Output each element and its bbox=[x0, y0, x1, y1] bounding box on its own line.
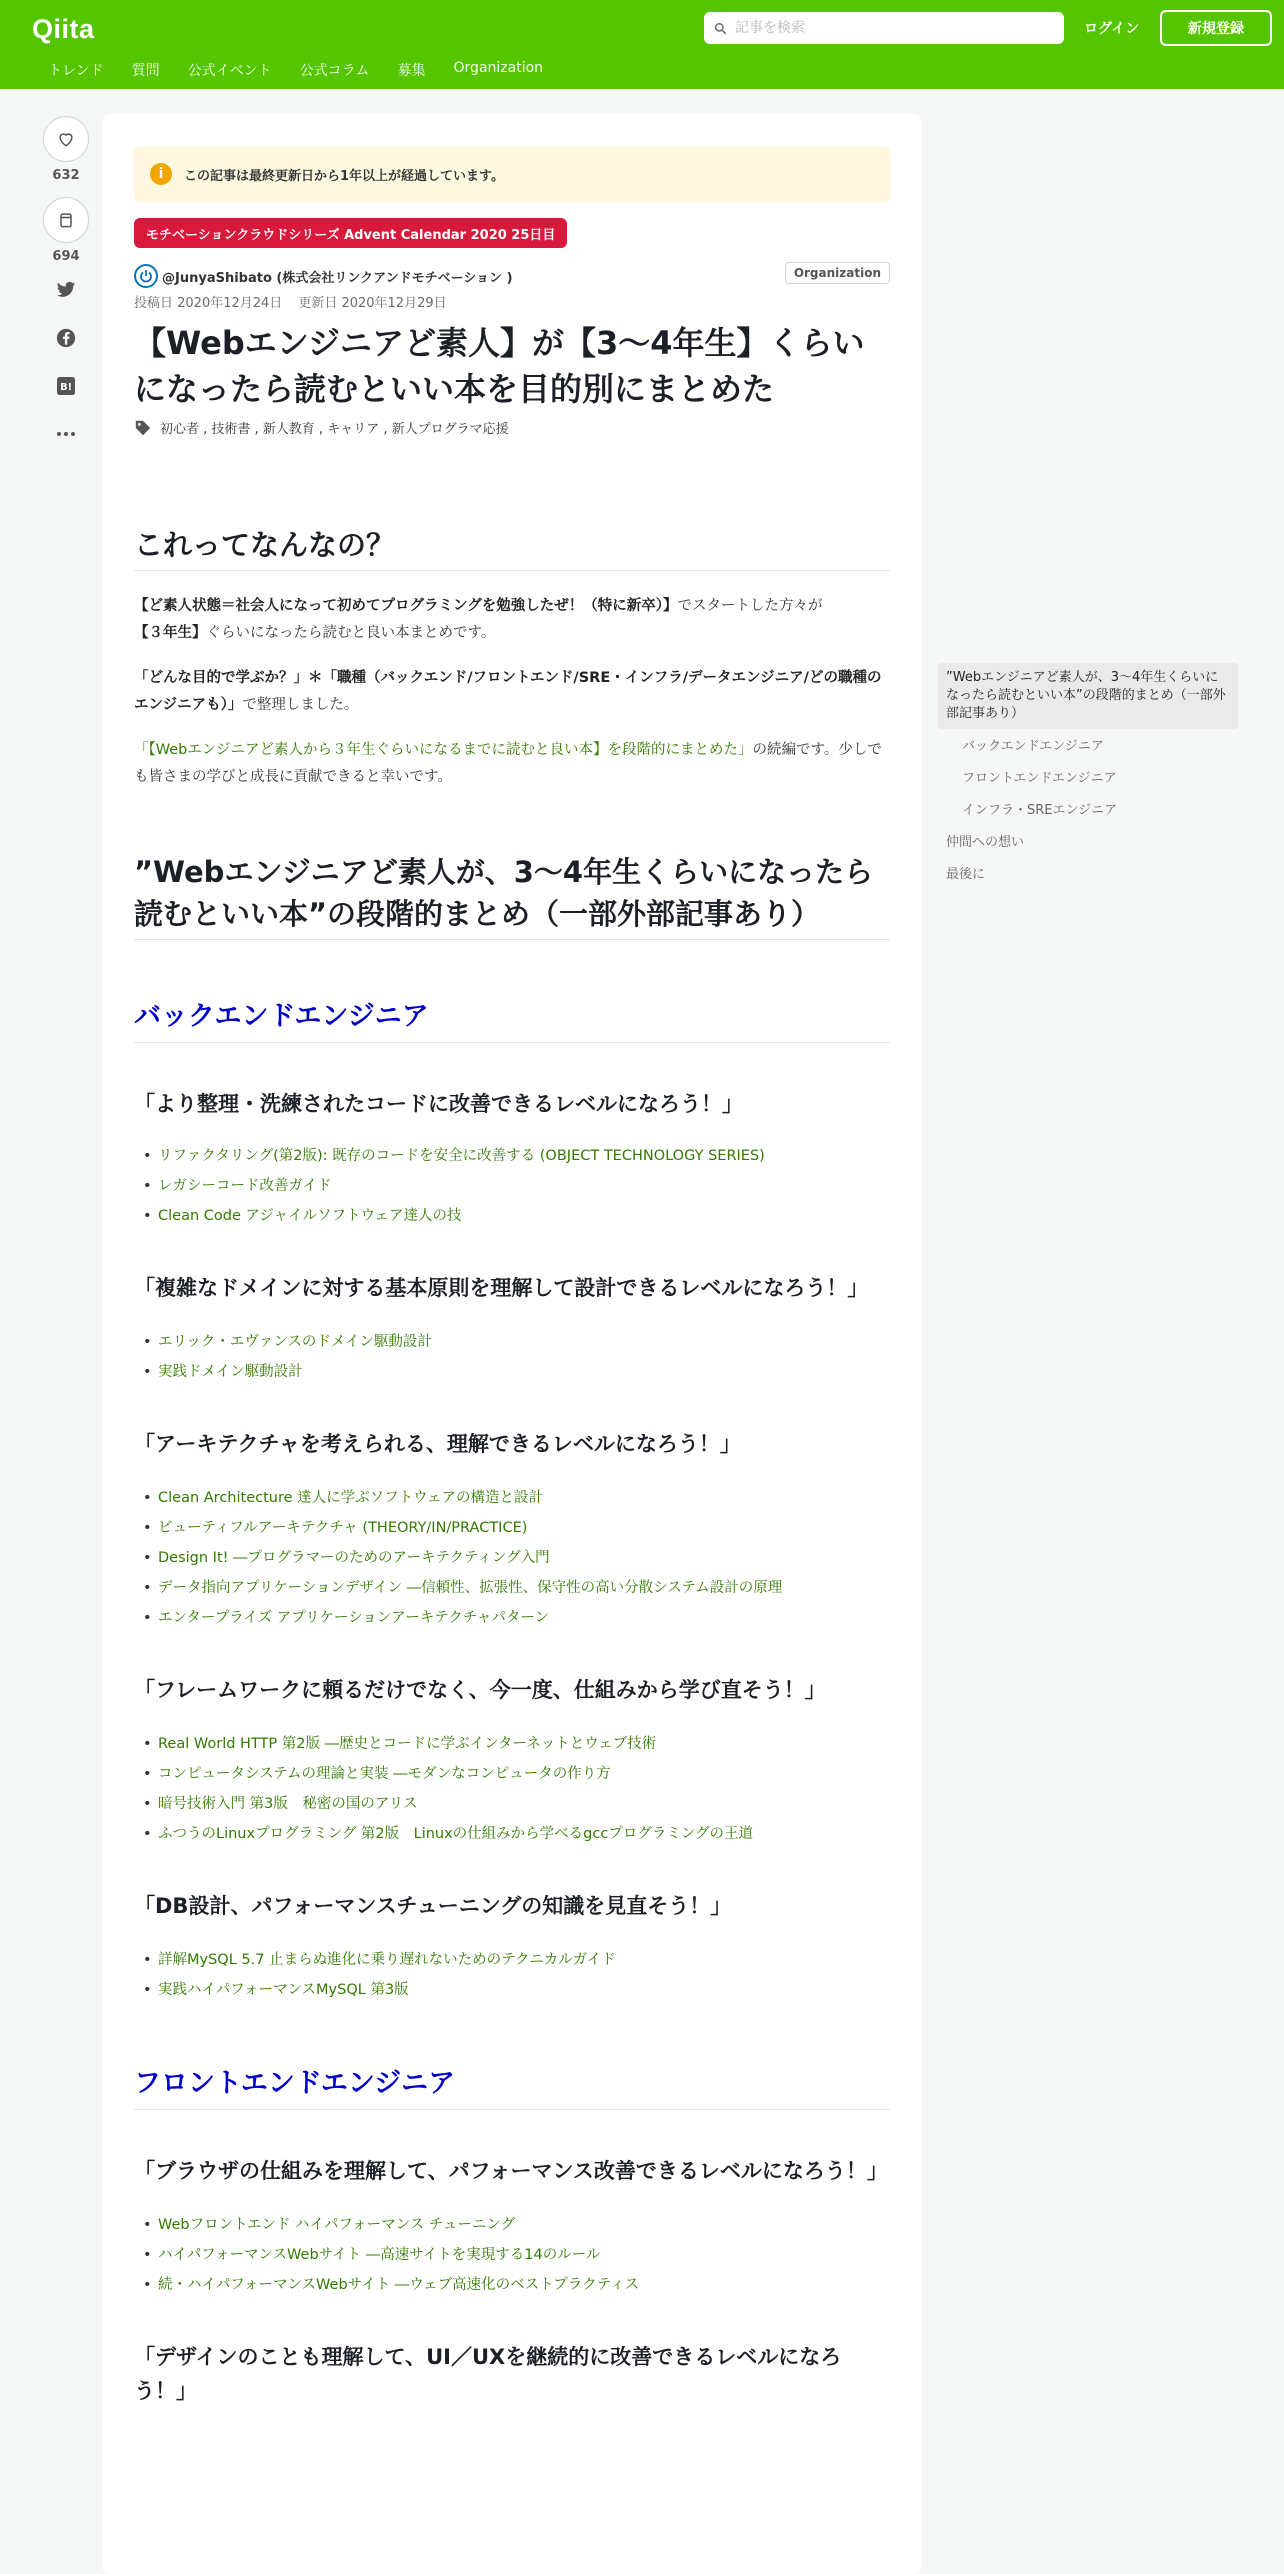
stock-icon bbox=[56, 210, 76, 230]
book-list bbox=[134, 1483, 890, 1633]
tag-list bbox=[134, 418, 509, 437]
book-link[interactable]: • 続・ハイパフォーマンスWebサイト ―ウェブ高速化のベストプラクティス bbox=[158, 2270, 890, 2300]
power-icon bbox=[139, 269, 153, 283]
subheading: 「複雑なドメインに対する基本原則を理解して設計できるレベルになろう！」 bbox=[134, 1276, 869, 1300]
book-link[interactable]: • 詳解MySQL 5.7 止まらぬ進化に乗り遅れないためのテクニカルガイド bbox=[158, 1945, 890, 1975]
book-list bbox=[134, 1327, 890, 1387]
nav-recruit[interactable]: 募集 bbox=[397, 63, 426, 79]
intro-paragraph-2 bbox=[134, 665, 890, 719]
book-link[interactable]: • リファクタリング(第2版): 既存のコードを安全に改善する (OBJECT TECHNOLOGY SERIES) bbox=[158, 1141, 890, 1171]
book-list bbox=[134, 1141, 890, 1231]
article-actions bbox=[42, 116, 90, 470]
bold-text: 【ど素人状態＝社会人になって初めてプログラミングを勉強したぜ！（特に新卒）】 bbox=[134, 598, 678, 614]
subheading: 「ブラウザの仕組みを理解して、パフォーマンス改善できるレベルになろう！」 bbox=[134, 2159, 888, 2183]
global-header bbox=[0, 0, 1284, 89]
search-box[interactable] bbox=[704, 12, 1064, 44]
article-body bbox=[134, 504, 890, 2408]
toc-item-main[interactable]: ”Webエンジニアど素人が、3〜4年生くらいになったら読むといい本”の段階的まとめ（一部外部記事あり） bbox=[938, 663, 1238, 729]
section-heading-frontend: フロントエンドエンジニア bbox=[134, 2063, 890, 2110]
author-line bbox=[134, 262, 890, 290]
stock-count: 694 bbox=[52, 249, 80, 264]
intro-paragraph-1 bbox=[134, 593, 890, 647]
twitter-share-button[interactable] bbox=[54, 278, 78, 302]
like-button[interactable] bbox=[43, 116, 89, 162]
more-dots-icon bbox=[56, 431, 76, 437]
book-link[interactable]: • レガシーコード改善ガイド bbox=[158, 1171, 890, 1201]
subheading: 「DB設計、パフォーマンスチューニングの知識を見直そう！」 bbox=[134, 1894, 732, 1918]
book-link[interactable]: • Clean Code アジャイルソフトウェア達人の技 bbox=[158, 1201, 890, 1231]
subheading: 「フレームワークに頼るだけでなく、今一度、仕組みから学び直そう！」 bbox=[134, 1678, 826, 1702]
subheading: 「アーキテクチャを考えられる、理解できるレベルになろう！」 bbox=[134, 1432, 741, 1456]
updated-date: 更新日 2020年12月29日 bbox=[298, 296, 447, 311]
qiita-logo[interactable]: Qiita bbox=[32, 14, 95, 44]
book-list bbox=[134, 1729, 890, 1849]
toc-item-backend[interactable]: バックエンドエンジニア bbox=[962, 739, 1104, 754]
subheading: 「デザインのことも理解して、UI／UXを継続的に改善できるレベルになろう！」 bbox=[134, 2345, 842, 2403]
tags-text[interactable]: 初心者 , 技術書 , 新人教育 , キャリア , 新人プログラマ応援 bbox=[160, 422, 509, 437]
book-link[interactable]: • ふつうのLinuxプログラミング 第2版 Linuxの仕組みから学べるgccプログラミングの王道 bbox=[158, 1819, 890, 1849]
facebook-icon bbox=[56, 328, 76, 348]
nav-official-columns[interactable]: 公式コラム bbox=[299, 63, 370, 79]
nav-questions[interactable]: 質問 bbox=[131, 63, 160, 79]
signup-button[interactable]: 新規登録 bbox=[1160, 10, 1272, 46]
previous-article-link[interactable]: 「【Webエンジニアど素人から３年生ぐらいになるまでに読むと良い本】を段階的にまとめた」 bbox=[134, 742, 753, 758]
tag-icon bbox=[134, 419, 152, 437]
bold-text: 「どんな目的で学ぶか？」＊「職種（ bbox=[134, 670, 381, 686]
text: でスタートした方々が bbox=[677, 598, 823, 614]
login-link[interactable]: ログイン bbox=[1084, 21, 1140, 37]
table-of-contents bbox=[938, 663, 1238, 889]
book-link[interactable]: • Design It! ―プログラマーのためのアーキテクティング入門 bbox=[158, 1543, 890, 1573]
nav-official-events[interactable]: 公式イベント bbox=[187, 63, 272, 79]
toc-item-team[interactable]: 仲間への想い bbox=[946, 835, 1025, 850]
text: の続編です。少しでも皆さまの学びと成長に貢献できると幸いです。 bbox=[134, 742, 882, 785]
subheading: 「より整理・洗練されたコードに改善できるレベルになろう！」 bbox=[134, 1092, 743, 1116]
book-list bbox=[134, 1945, 890, 2005]
book-link[interactable]: • コンピュータシステムの理論と実装 ―モダンなコンピュータの作り方 bbox=[158, 1759, 890, 1789]
outdated-notice bbox=[134, 146, 890, 202]
heart-icon bbox=[56, 129, 76, 149]
text: ぐらいになったら読むと良い本まとめです。 bbox=[206, 625, 496, 641]
article-card bbox=[102, 114, 922, 2574]
organization-badge[interactable]: Organization bbox=[785, 262, 890, 284]
hatena-share-button[interactable] bbox=[54, 374, 78, 398]
advent-calendar-badge[interactable]: モチベーションクラウドシリーズ Advent Calendar 2020 25日目 bbox=[134, 218, 567, 248]
nav-organization[interactable]: Organization bbox=[453, 60, 544, 76]
article-title: 【Webエンジニアど素人】が【3〜4年生】くらいになったら読むといい本を目的別にまとめた bbox=[134, 324, 865, 408]
global-nav bbox=[48, 60, 571, 80]
toc-item-frontend[interactable]: フロントエンドエンジニア bbox=[962, 771, 1117, 786]
book-link[interactable]: • 実践ドメイン駆動設計 bbox=[158, 1357, 890, 1387]
job-types-text: バックエンド/フロントエンド/SRE・インフラ/データエンジニア/どの職種のエンジニアも bbox=[134, 670, 882, 713]
info-icon: i bbox=[150, 163, 172, 185]
avatar[interactable] bbox=[134, 264, 158, 288]
book-link[interactable]: • Webフロントエンド ハイパフォーマンス チューニング bbox=[158, 2210, 890, 2240]
book-link[interactable]: • Real World HTTP 第2版 ―歴史とコードに学ぶインターネットとウェブ技術 bbox=[158, 1729, 890, 1759]
search-icon bbox=[714, 22, 727, 35]
like-count: 632 bbox=[52, 168, 80, 183]
section-heading-main: ”Webエンジニアど素人が、3〜4年生くらいになったら読むといい本”の段階的まとめ（一部外部記事あり） bbox=[134, 851, 890, 940]
section-heading-backend: バックエンドエンジニア bbox=[134, 996, 890, 1043]
toc-item-conclusion[interactable]: 最後に bbox=[946, 867, 986, 882]
book-link[interactable]: • エリック・エヴァンスのドメイン駆動設計 bbox=[158, 1327, 890, 1357]
bold-text: 【３年生】 bbox=[134, 625, 207, 641]
book-link[interactable]: • ハイパフォーマンスWebサイト ―高速サイトを実現する14のルール bbox=[158, 2240, 890, 2270]
notice-text: この記事は最終更新日から1年以上が経過しています。 bbox=[184, 168, 505, 184]
posted-date: 投稿日 2020年12月24日 bbox=[134, 296, 283, 311]
stock-button[interactable] bbox=[43, 197, 89, 243]
book-list bbox=[134, 2210, 890, 2300]
search-input[interactable] bbox=[735, 20, 1055, 36]
twitter-icon bbox=[56, 281, 76, 299]
book-link[interactable]: • ビューティフルアーキテクチャ (THEORY/IN/PRACTICE) bbox=[158, 1513, 890, 1543]
bold-text: ）」 bbox=[220, 697, 243, 713]
hatena-bookmark-icon bbox=[57, 377, 75, 395]
book-link[interactable]: • Clean Architecture 達人に学ぶソフトウェアの構造と設計 bbox=[158, 1483, 890, 1513]
author-name[interactable]: @JunyaShibato (株式会社リンクアンドモチベーション ) bbox=[162, 270, 513, 286]
article-dates bbox=[134, 292, 463, 311]
section-heading-intro: これってなんなの？ bbox=[134, 524, 890, 571]
text: で整理しました。 bbox=[242, 697, 359, 713]
toc-item-infra-sre[interactable]: インフラ・SREエンジニア bbox=[962, 803, 1118, 818]
facebook-share-button[interactable] bbox=[54, 326, 78, 350]
nav-trend[interactable]: トレンド bbox=[48, 63, 104, 79]
book-link[interactable]: • 実践ハイパフォーマンスMySQL 第3版 bbox=[158, 1975, 890, 2005]
intro-paragraph-3 bbox=[134, 737, 890, 791]
svg-text:B!: B! bbox=[60, 382, 73, 394]
more-options-button[interactable] bbox=[54, 422, 78, 446]
book-link[interactable]: • エンタープライズ アプリケーションアーキテクチャパターン bbox=[158, 1603, 890, 1633]
book-link[interactable]: • データ指向アプリケーションデザイン ―信頼性、拡張性、保守性の高い分散システム設計の原理 bbox=[158, 1573, 890, 1603]
book-link[interactable]: • 暗号技術入門 第3版 秘密の国のアリス bbox=[158, 1789, 890, 1819]
